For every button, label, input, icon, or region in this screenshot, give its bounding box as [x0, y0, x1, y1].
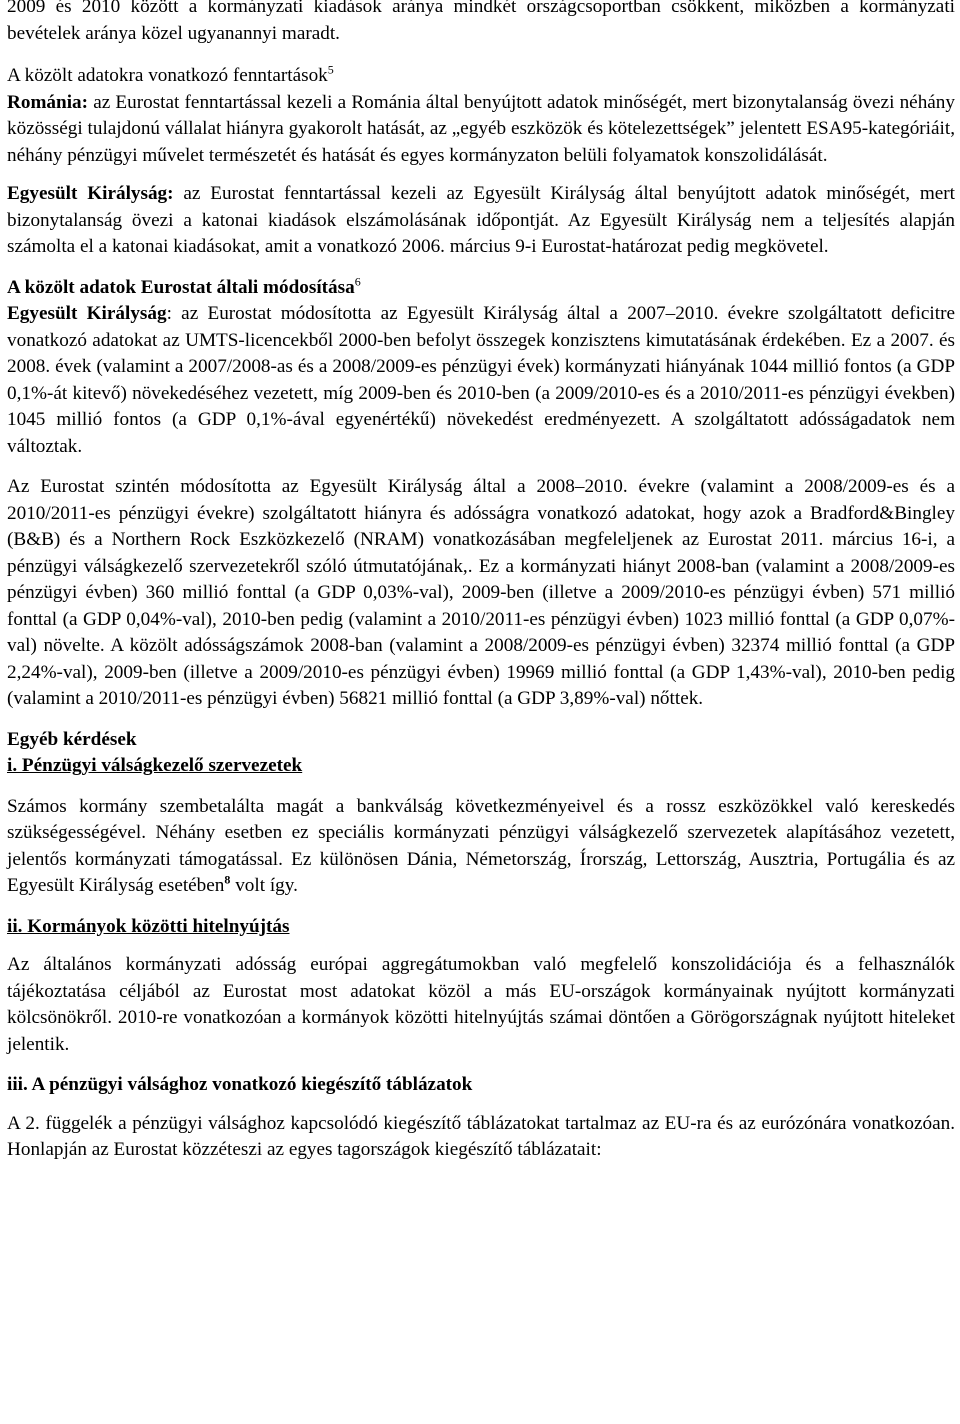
modifications-uk-label: Egyesült Királyság — [7, 303, 167, 324]
subheading-financial-defeasance: i. Pénzügyi válságkezelő szervezetek — [7, 755, 303, 776]
romania-paragraph — [7, 90, 955, 170]
intergovernmental-lending-paragraph: Az általános kormányzati adósság európai aggregátumokban való megfelelő konszolidációja és a felhasználók tájékoztatása céljából az Eurostat most adatokat közöl a más EU-országok kormányainak nyújtott kormányzati kölcsönökről. 2010-re vonatkozóan a kormányok közötti hitelnyújtás számai döntően a Görögországnak nyújtott hiteleket jelentik. — [7, 954, 955, 1055]
document-page — [7, 0, 955, 1164]
footnote-ref-8: 8 — [224, 872, 231, 887]
romania-label: Románia: — [7, 91, 89, 113]
footnote-ref-5: 5 — [327, 62, 334, 77]
reservations-heading-text: A közölt adatokra vonatkozó fenntartások — [7, 65, 328, 86]
other-issues-heading: Egyéb kérdések — [7, 728, 137, 750]
financial-defeasance-end: volt így. — [235, 875, 298, 896]
financial-defeasance-paragraph — [7, 794, 955, 900]
subheading-supplementary-tables: iii. A pénzügyi válsághoz vonatkozó kiegészítő táblázatok — [7, 1074, 473, 1095]
intro-paragraph: 2009 és 2010 között a kormányzati kiadások aránya mindkét országcsoportban csökkent, miközben a kormányzati bevételek aránya közel ugyanannyi maradt. — [7, 0, 955, 44]
modifications-paragraph-1-text: : az Eurostat módosította az Egyesült Királyság által a 2007–2010. évekre szolgáltatott deficitre vonatkozó adatokat az UMTS-licencekből 2000-ben befolyt összegek konzisztens kimutatásának érdekében. Ez a 2007. és 2008. évek (valamint a 2007/2008-as és a 2008/2009-es pénzügyi évek) kormányzati hiányának 1044 millió fontos (a GDP 0,1%-át kitevő) növekedéséhez vezetett, míg 2009-ben és 2010-ben (a 2009/2010-es és a 2010/2011-es pénzügyi években) 1045 millió fontos (a GDP 0,1%-ával egyenértékű) növekedést eredményezett. A szolgáltatott adósságadatok nem változtak. — [7, 303, 955, 457]
modifications-paragraph-1 — [7, 301, 955, 460]
subheading-intergovernmental-lending: ii. Kormányok közötti hitelnyújtás — [7, 915, 290, 937]
modifications-heading — [7, 275, 955, 302]
uk-reservation-text: az Eurostat fenntartással kezeli az Egyesült Királyság által benyújtott adatok minőségét, mert bizonytalanság övezi a katonai kiadások elszámolásának időpontját. Az Egyesült Királyság nem a teljesítés alapján számolta el a katonai kiadásokat, amit a vonatkozó 2006. március 9-i Eurostat-határozat pedig megkövetel. — [7, 183, 955, 257]
reservations-heading — [7, 63, 955, 90]
financial-defeasance-text: Számos kormány szembetalálta magát a bankválság következményeivel és a rossz eszközökkel való kereskedés szükségességével. Néhány esetben ez speciális kormányzati pénzügyi válságkezelő szervezetek alapításához vezetett, jelentős kormányzati támogatással. Ez különösen Dánia, Németország, Írország, Lettország, Ausztria, Portugália és az Egyesült Királyság esetében — [7, 795, 955, 896]
uk-reservation-paragraph — [7, 181, 955, 261]
uk-reservation-label: Egyesült Királyság: — [7, 183, 174, 204]
romania-text: az Eurostat fenntartással kezeli a Románia által benyújtott adatok minőségét, mert bizonytalanság övezi néhány közösségi tulajdonú vállalat hiányra gyakorolt hatását, az „egyéb eszközök és kötelezettségek” jelentett ESA95-kategóriáit, néhány pénzügyi művelet természetét és hatását és egyes kormányzaton belüli folyamatok konszolidálását. — [7, 91, 955, 166]
modifications-heading-text: A közölt adatok Eurostat általi módosítása — [7, 276, 355, 298]
modifications-paragraph-2: Az Eurostat szintén módosította az Egyesült Királyság által a 2008–2010. évekre (valamint a 2008/2009-es és a 2010/2011-es pénzügyi évekre) szolgáltatott hiányra és adósságra vonatkozó adatokat, hogy azok a Bradford&Bingley (B&B) és a Northern Rock Eszközkezelő (NRAM) vonatkozásában megfeleljenek az Eurostat 2011. március 16-i, a pénzügyi válságkezelő szervezetekről szóló útmutatójának,. Ez a kormányzati hiányt 2008-ban (valamint a 2008/2009-es pénzügyi évben) 360 millió fonttal (a GDP 0,03%-val), 2009-ben (illetve a 2009/2010-es pénzügyi évben) 571 millió fonttal (a GDP 0,04%-val), 2010-ben pedig (valamint a 2010/2011-es pénzügyi évben) 1023 millió fonttal (a GDP 0,07%-val) növelte. A közölt adósságszámok 2008-ban (valamint a 2008/2009-es pénzügyi évben) 32374 millió fonttal (a GDP 2,24%-val), 2009-ben (illetve a 2009/2010-es pénzügyi évben) 19969 millió fonttal (a GDP 1,43%-val), 2010-ben pedig (valamint a 2010/2011-es pénzügyi évben) 56821 millió fonttal (a GDP 3,89%-val) nőttek. — [7, 476, 955, 709]
supplementary-tables-paragraph: A 2. függelék a pénzügyi válsághoz kapcsolódó kiegészítő táblázatokat tartalmaz az EU-ra és az eurózónára vonatkozóan. Honlapján az Eurostat közzéteszi az egyes tagországok kiegészítő táblázatait: — [7, 1112, 955, 1160]
footnote-ref-6: 6 — [354, 274, 361, 289]
